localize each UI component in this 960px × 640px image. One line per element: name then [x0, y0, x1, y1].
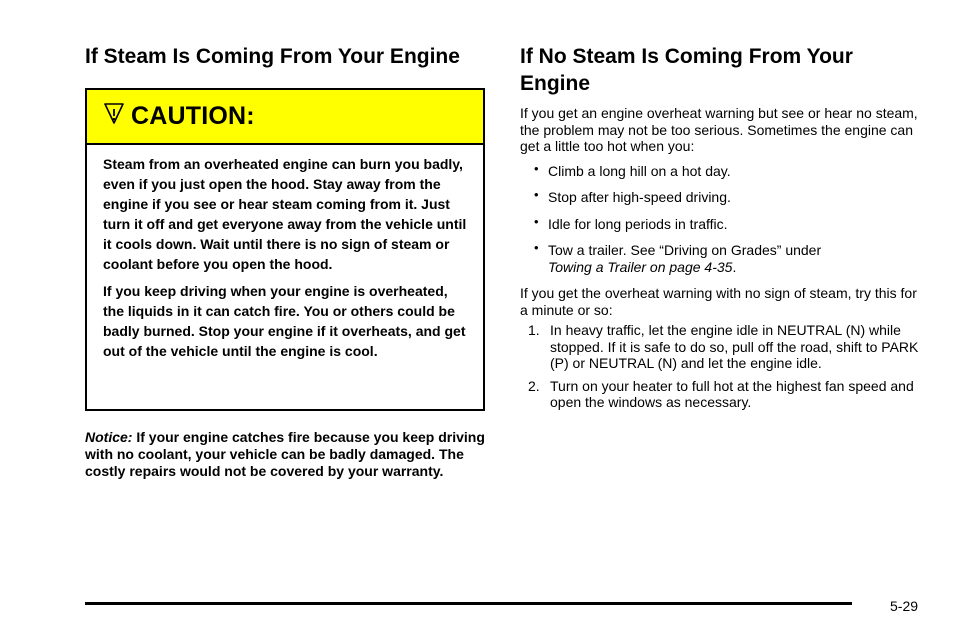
notice-text: If your engine catches fire because you keep driving with no coolant, your vehicle can be badly damaged. The costly repairs would not be covered by your warranty. — [85, 429, 485, 479]
step-text: Turn on your heater to full hot at the highest fan speed and open the windows as necessary. — [550, 377, 914, 410]
list-item-text: Stop after high-speed driving. — [548, 189, 731, 205]
page-number: 5-29 — [890, 598, 919, 614]
list-item-text: Tow a trailer. See “Driving on Grades” under — [548, 242, 822, 258]
bullet-icon: • — [534, 213, 539, 229]
list-item-text: Idle for long periods in traffic. — [548, 215, 728, 232]
step-item — [520, 378, 920, 411]
caution-title: CAUTION: — [131, 102, 255, 130]
caution-box — [85, 88, 485, 411]
overheat-causes-list — [520, 160, 920, 276]
caution-header — [87, 90, 483, 145]
left-column — [85, 43, 490, 70]
footer-rule — [85, 602, 852, 605]
warning-triangle-icon — [103, 101, 125, 127]
caution-body — [87, 145, 483, 361]
list-item — [534, 213, 920, 233]
step-number: 2. — [528, 377, 540, 394]
steps-list — [520, 322, 920, 411]
list-item — [534, 189, 920, 206]
list-item — [534, 242, 920, 275]
no-steam-second-intro: If you get the overheat warning with no sign of steam, try this for a minute or so: — [520, 285, 917, 318]
notice-label: Notice: — [85, 429, 133, 445]
step-number: 1. — [528, 322, 540, 338]
step-item — [520, 322, 920, 372]
no-steam-intro: If you get an engine overheat warning but see or hear no steam, the problem may not be too serious. Sometimes the engine can get a little too hot when you: — [520, 105, 918, 154]
caution-paragraph-fire: If you keep driving when your engine is overheated, the liquids in it can catch fire. You or others could be badly burned. Stop your engine if it overheats, and get out of the vehicle until the engine is cool. — [103, 283, 466, 359]
caution-paragraph-steam: Steam from an overheated engine can burn you badly, even if you just open the hood. Stay away from the engine if you see or hear steam coming from it. Just turn it off and get everyone away from the vehicle until it cools down. Wait until there is no sign of steam or coolant before you open the hood. — [103, 156, 467, 272]
bullet-icon: • — [534, 187, 539, 202]
bullet-icon: • — [534, 240, 539, 255]
step-text: In heavy traffic, let the engine idle in NEUTRAL (N) while stopped. If it is safe to do so, pull off the road, shift to PARK (P) or NEUTRAL (N) and let the engine idle. — [550, 322, 919, 371]
towing-trailer-reference-link[interactable]: Towing a Trailer on page 4-35 — [548, 258, 733, 275]
list-item — [534, 160, 920, 180]
steam-section-heading: If Steam Is Coming From Your Engine — [85, 45, 460, 68]
reference-suffix: . — [732, 258, 737, 275]
right-column — [520, 43, 920, 417]
bullet-icon: • — [534, 160, 539, 176]
no-steam-section-heading: If No Steam Is Coming From Your Engine — [520, 45, 853, 95]
list-item-text: Climb a long hill on a hot day. — [548, 162, 731, 179]
notice-paragraph — [85, 429, 490, 480]
